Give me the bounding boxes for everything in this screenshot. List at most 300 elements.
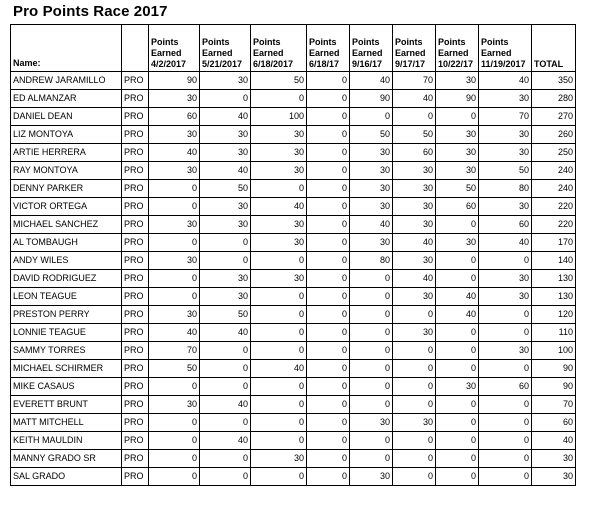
points-cell: 40 (393, 270, 436, 288)
racer-name: RAY MONTOYA (11, 162, 122, 180)
points-cell: 60 (149, 108, 200, 126)
points-cell: 0 (436, 324, 479, 342)
points-cell: 60 (436, 198, 479, 216)
points-cell: 30 (200, 288, 251, 306)
event-header-line2: Earned (202, 48, 233, 58)
points-cell: 90 (436, 90, 479, 108)
table-row (11, 432, 576, 450)
points-cell: 0 (307, 324, 350, 342)
racer-class: PRO (122, 432, 149, 450)
total-cell: 220 (532, 216, 576, 234)
points-cell: 30 (149, 306, 200, 324)
table-row (11, 378, 576, 396)
racer-name: DANIEL DEAN (11, 108, 122, 126)
racer-name: SAMMY TORRES (11, 342, 122, 360)
table-row (11, 126, 576, 144)
total-cell: 220 (532, 198, 576, 216)
points-cell: 30 (149, 126, 200, 144)
points-cell: 0 (149, 234, 200, 252)
total-cell: 170 (532, 234, 576, 252)
points-cell: 80 (350, 252, 393, 270)
points-cell: 30 (251, 126, 307, 144)
points-cell: 30 (350, 234, 393, 252)
racer-class: PRO (122, 252, 149, 270)
points-cell: 0 (307, 360, 350, 378)
points-cell: 30 (251, 216, 307, 234)
event-header-line2: Earned (395, 48, 426, 58)
event-header-date: 9/17/17 (395, 59, 426, 69)
points-cell: 50 (200, 180, 251, 198)
points-cell: 50 (251, 72, 307, 90)
event-header-line1: Points (481, 37, 509, 47)
racer-class: PRO (122, 234, 149, 252)
points-cell: 90 (149, 72, 200, 90)
event-header-line1: Points (151, 37, 179, 47)
points-cell: 30 (200, 270, 251, 288)
points-cell: 0 (307, 144, 350, 162)
points-cell: 60 (479, 378, 532, 396)
points-cell: 0 (251, 180, 307, 198)
points-cell: 0 (149, 432, 200, 450)
racer-class: PRO (122, 216, 149, 234)
points-cell: 0 (251, 468, 307, 486)
racer-class: PRO (122, 396, 149, 414)
points-cell: 0 (393, 450, 436, 468)
points-cell: 30 (393, 252, 436, 270)
points-cell: 0 (307, 216, 350, 234)
points-cell: 0 (393, 108, 436, 126)
total-cell: 130 (532, 288, 576, 306)
points-cell: 0 (479, 360, 532, 378)
table-row (11, 90, 576, 108)
points-cell: 0 (436, 468, 479, 486)
racer-name: KEITH MAULDIN (11, 432, 122, 450)
event-header-date: 4/2/2017 (151, 59, 187, 69)
points-cell: 30 (200, 72, 251, 90)
points-cell: 0 (436, 450, 479, 468)
racer-name: VICTOR ORTEGA (11, 198, 122, 216)
event-column-header (436, 25, 479, 72)
points-cell: 30 (479, 288, 532, 306)
racer-name: SAL GRADO (11, 468, 122, 486)
points-cell: 30 (436, 144, 479, 162)
points-cell: 0 (393, 396, 436, 414)
points-cell: 0 (436, 414, 479, 432)
points-cell: 30 (149, 396, 200, 414)
racer-name: ANDREW JARAMILLO (11, 72, 122, 90)
racer-name: LONNIE TEAGUE (11, 324, 122, 342)
points-cell: 0 (393, 306, 436, 324)
points-cell: 0 (149, 180, 200, 198)
points-cell: 0 (251, 288, 307, 306)
total-cell: 270 (532, 108, 576, 126)
racer-name: DAVID RODRIGUEZ (11, 270, 122, 288)
total-cell: 260 (532, 126, 576, 144)
table-row (11, 198, 576, 216)
racer-class: PRO (122, 144, 149, 162)
points-cell: 0 (350, 450, 393, 468)
points-cell: 30 (479, 342, 532, 360)
points-cell: 0 (393, 378, 436, 396)
total-cell: 140 (532, 252, 576, 270)
points-cell: 0 (393, 468, 436, 486)
points-cell: 50 (479, 162, 532, 180)
points-cell: 30 (436, 126, 479, 144)
racer-class: PRO (122, 126, 149, 144)
points-cell: 30 (149, 90, 200, 108)
racer-name: MICHAEL SCHIRMER (11, 360, 122, 378)
points-cell: 30 (251, 270, 307, 288)
points-cell: 30 (436, 72, 479, 90)
table-row (11, 72, 576, 90)
points-cell: 40 (200, 432, 251, 450)
points-cell: 30 (149, 252, 200, 270)
total-cell: 120 (532, 306, 576, 324)
points-cell: 30 (350, 180, 393, 198)
table-row (11, 306, 576, 324)
points-cell: 0 (307, 288, 350, 306)
points-cell: 0 (251, 342, 307, 360)
points-cell: 0 (307, 72, 350, 90)
points-cell: 40 (200, 324, 251, 342)
event-column-header (251, 25, 307, 72)
points-cell: 0 (149, 414, 200, 432)
points-cell: 40 (393, 234, 436, 252)
racer-class: PRO (122, 468, 149, 486)
points-cell: 0 (149, 288, 200, 306)
event-header-line1: Points (352, 37, 380, 47)
points-cell: 30 (393, 162, 436, 180)
event-header-line1: Points (253, 37, 281, 47)
points-cell: 70 (393, 72, 436, 90)
points-cell: 30 (251, 234, 307, 252)
points-cell: 30 (200, 144, 251, 162)
table-row (11, 342, 576, 360)
points-cell: 50 (436, 180, 479, 198)
total-cell: 250 (532, 144, 576, 162)
points-cell: 40 (350, 72, 393, 90)
total-cell: 30 (532, 468, 576, 486)
points-cell: 0 (350, 288, 393, 306)
points-cell: 30 (393, 414, 436, 432)
points-cell: 0 (251, 414, 307, 432)
points-cell: 30 (350, 468, 393, 486)
racer-class: PRO (122, 450, 149, 468)
points-cell: 70 (149, 342, 200, 360)
table-row (11, 324, 576, 342)
points-cell: 30 (200, 126, 251, 144)
points-cell: 30 (393, 324, 436, 342)
points-cell: 0 (307, 396, 350, 414)
total-cell: 100 (532, 342, 576, 360)
table-row (11, 414, 576, 432)
points-cell: 60 (479, 216, 532, 234)
total-cell: 280 (532, 90, 576, 108)
points-cell: 30 (479, 270, 532, 288)
racer-class: PRO (122, 288, 149, 306)
racer-name: LEON TEAGUE (11, 288, 122, 306)
points-cell: 0 (307, 468, 350, 486)
event-header-line1: Points (438, 37, 466, 47)
racer-class: PRO (122, 270, 149, 288)
racer-class: PRO (122, 378, 149, 396)
points-cell: 0 (251, 432, 307, 450)
event-header-date: 11/19/2017 (481, 59, 526, 69)
points-cell: 0 (200, 252, 251, 270)
total-cell: 130 (532, 270, 576, 288)
points-cell: 30 (479, 198, 532, 216)
points-cell: 0 (436, 108, 479, 126)
racer-name: ED ALMANZAR (11, 90, 122, 108)
racer-class: PRO (122, 324, 149, 342)
points-cell: 30 (393, 198, 436, 216)
points-cell: 0 (149, 450, 200, 468)
points-cell: 0 (436, 342, 479, 360)
points-cell: 0 (149, 270, 200, 288)
points-cell: 30 (251, 162, 307, 180)
points-cell: 30 (200, 216, 251, 234)
header-row (11, 25, 576, 72)
points-cell: 30 (149, 216, 200, 234)
total-cell: 40 (532, 432, 576, 450)
table-body (11, 72, 576, 486)
points-cell: 0 (436, 270, 479, 288)
racer-class: PRO (122, 306, 149, 324)
total-cell: 350 (532, 72, 576, 90)
points-cell: 0 (307, 108, 350, 126)
racer-class: PRO (122, 180, 149, 198)
points-cell: 50 (200, 306, 251, 324)
points-cell: 40 (350, 216, 393, 234)
points-cell: 40 (251, 198, 307, 216)
total-column-header: TOTAL (532, 25, 576, 72)
racer-name: ANDY WILES (11, 252, 122, 270)
points-cell: 0 (307, 180, 350, 198)
event-header-line1: Points (309, 37, 337, 47)
points-cell: 0 (436, 432, 479, 450)
points-cell: 0 (479, 450, 532, 468)
points-cell: 30 (350, 144, 393, 162)
points-cell: 70 (479, 108, 532, 126)
table-row (11, 234, 576, 252)
points-cell: 0 (307, 126, 350, 144)
event-header-date: 5/21/2017 (202, 59, 243, 69)
points-cell: 0 (307, 414, 350, 432)
points-cell: 0 (479, 432, 532, 450)
points-cell: 40 (200, 162, 251, 180)
points-cell: 30 (149, 162, 200, 180)
points-cell: 0 (200, 234, 251, 252)
racer-class: PRO (122, 108, 149, 126)
racer-name: EVERETT BRUNT (11, 396, 122, 414)
table-row (11, 180, 576, 198)
points-cell: 40 (149, 144, 200, 162)
event-header-date: 6/18/17 (309, 59, 340, 69)
points-cell: 30 (436, 378, 479, 396)
table-row (11, 288, 576, 306)
table-row (11, 450, 576, 468)
total-cell: 60 (532, 414, 576, 432)
racer-name: MICHAEL SANCHEZ (11, 216, 122, 234)
table-row (11, 252, 576, 270)
table-row (11, 162, 576, 180)
event-header-date: 10/22/17 (438, 59, 474, 69)
points-cell: 100 (251, 108, 307, 126)
points-cell: 30 (350, 414, 393, 432)
points-cell: 0 (251, 306, 307, 324)
points-cell: 0 (307, 270, 350, 288)
event-header-date: 6/18/2017 (253, 59, 294, 69)
points-cell: 0 (307, 342, 350, 360)
points-cell: 0 (200, 468, 251, 486)
event-header-line2: Earned (151, 48, 182, 58)
racer-class: PRO (122, 342, 149, 360)
points-cell: 50 (350, 126, 393, 144)
table-row (11, 270, 576, 288)
points-cell: 0 (307, 90, 350, 108)
event-column-header (200, 25, 251, 72)
points-table (10, 24, 576, 486)
table-row (11, 360, 576, 378)
points-cell: 40 (200, 108, 251, 126)
table-row (11, 468, 576, 486)
points-cell: 50 (393, 126, 436, 144)
points-cell: 0 (479, 414, 532, 432)
event-column-header (479, 25, 532, 72)
points-cell: 0 (479, 468, 532, 486)
points-cell: 90 (350, 90, 393, 108)
total-cell: 240 (532, 180, 576, 198)
points-cell: 40 (393, 90, 436, 108)
name-column-header: Name: (11, 25, 122, 72)
points-cell: 0 (393, 432, 436, 450)
points-cell: 30 (350, 162, 393, 180)
points-cell: 0 (350, 396, 393, 414)
points-cell: 0 (350, 108, 393, 126)
event-header-line2: Earned (438, 48, 469, 58)
points-cell: 40 (479, 72, 532, 90)
event-header-line2: Earned (253, 48, 284, 58)
table-row (11, 396, 576, 414)
points-cell: 40 (436, 288, 479, 306)
event-header-line2: Earned (352, 48, 383, 58)
points-cell: 0 (251, 90, 307, 108)
table-row (11, 216, 576, 234)
points-cell: 0 (393, 360, 436, 378)
points-cell: 50 (149, 360, 200, 378)
points-cell: 0 (307, 306, 350, 324)
racer-class: PRO (122, 72, 149, 90)
points-cell: 40 (200, 396, 251, 414)
event-header-line1: Points (395, 37, 423, 47)
points-cell: 30 (436, 162, 479, 180)
points-cell: 30 (251, 144, 307, 162)
racer-name: ARTIE HERRERA (11, 144, 122, 162)
points-cell: 0 (350, 342, 393, 360)
points-cell: 30 (479, 126, 532, 144)
points-cell: 40 (479, 234, 532, 252)
event-header-line2: Earned (481, 48, 512, 58)
racer-class: PRO (122, 360, 149, 378)
points-cell: 0 (251, 324, 307, 342)
points-cell: 0 (436, 216, 479, 234)
points-cell: 30 (436, 234, 479, 252)
points-cell: 0 (479, 396, 532, 414)
points-cell: 80 (479, 180, 532, 198)
points-cell: 0 (479, 306, 532, 324)
event-header-line2: Earned (309, 48, 340, 58)
points-cell: 0 (307, 450, 350, 468)
racer-class: PRO (122, 198, 149, 216)
event-header-line1: Points (202, 37, 230, 47)
table-row (11, 144, 576, 162)
racer-class: PRO (122, 90, 149, 108)
points-cell: 60 (393, 144, 436, 162)
points-cell: 40 (251, 360, 307, 378)
racer-name: MANNY GRADO SR (11, 450, 122, 468)
points-cell: 0 (350, 324, 393, 342)
points-cell: 0 (200, 378, 251, 396)
page-title: Pro Points Race 2017 (13, 3, 168, 20)
points-cell: 30 (479, 90, 532, 108)
points-cell: 0 (350, 306, 393, 324)
points-cell: 0 (200, 342, 251, 360)
points-cell: 0 (149, 378, 200, 396)
points-cell: 0 (307, 234, 350, 252)
racer-name: DENNY PARKER (11, 180, 122, 198)
total-cell: 90 (532, 360, 576, 378)
points-cell: 30 (393, 288, 436, 306)
racer-name: MATT MITCHELL (11, 414, 122, 432)
racer-name: AL TOMBAUGH (11, 234, 122, 252)
total-cell: 70 (532, 396, 576, 414)
points-cell: 0 (251, 252, 307, 270)
points-cell: 0 (149, 198, 200, 216)
points-cell: 30 (350, 198, 393, 216)
racer-name: LIZ MONTOYA (11, 126, 122, 144)
points-cell: 30 (200, 198, 251, 216)
points-cell: 0 (200, 450, 251, 468)
points-cell: 0 (436, 396, 479, 414)
points-cell: 40 (149, 324, 200, 342)
points-cell: 30 (479, 144, 532, 162)
racer-class: PRO (122, 414, 149, 432)
points-cell: 0 (479, 252, 532, 270)
event-column-header (350, 25, 393, 72)
points-cell: 0 (436, 252, 479, 270)
points-cell: 0 (200, 90, 251, 108)
points-cell: 0 (200, 360, 251, 378)
racer-class: PRO (122, 162, 149, 180)
total-cell: 110 (532, 324, 576, 342)
total-cell: 90 (532, 378, 576, 396)
total-cell: 240 (532, 162, 576, 180)
table-row (11, 108, 576, 126)
points-cell: 0 (350, 432, 393, 450)
event-column-header (307, 25, 350, 72)
points-cell: 0 (149, 468, 200, 486)
points-cell: 30 (251, 450, 307, 468)
points-cell: 30 (393, 180, 436, 198)
points-cell: 0 (200, 414, 251, 432)
points-cell: 0 (307, 252, 350, 270)
points-cell: 0 (350, 360, 393, 378)
points-cell: 0 (350, 270, 393, 288)
points-cell: 0 (307, 378, 350, 396)
points-cell: 0 (436, 360, 479, 378)
points-cell: 30 (393, 216, 436, 234)
points-cell: 0 (251, 378, 307, 396)
